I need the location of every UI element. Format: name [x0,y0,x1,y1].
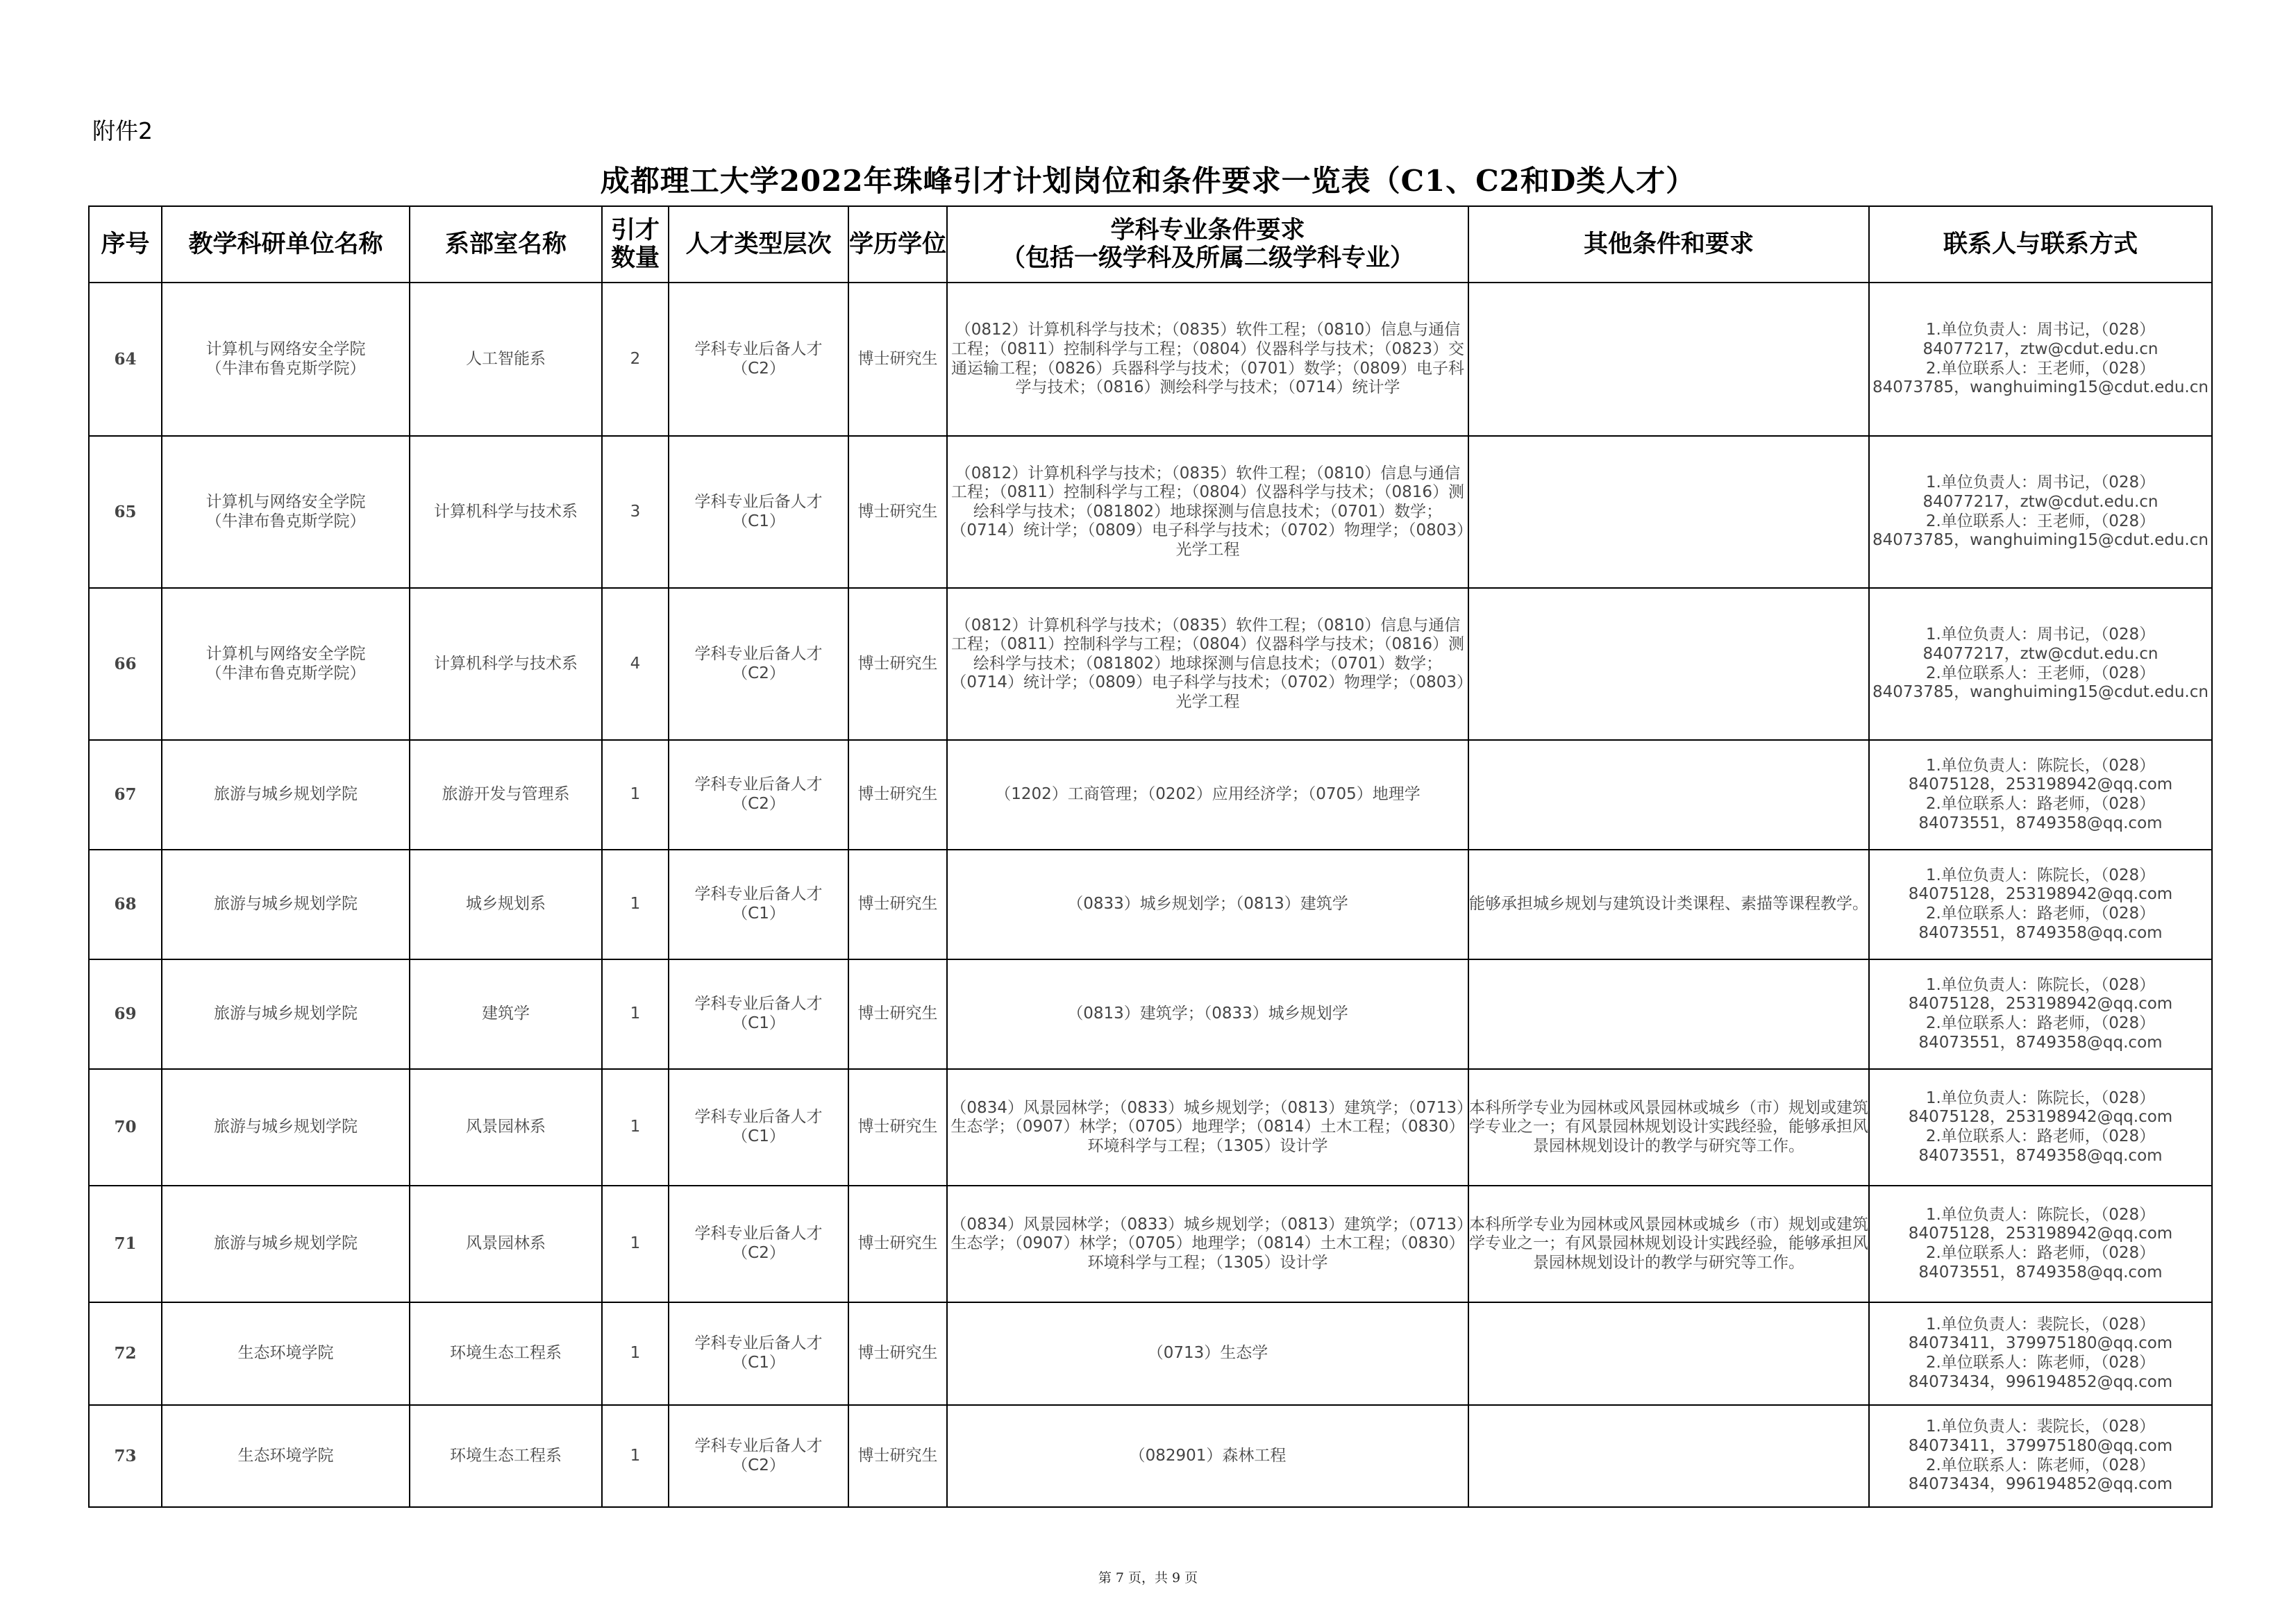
cell-dept: 城乡规划系 [410,850,602,959]
table-row [89,959,2212,1069]
contact-line: 2.单位联系人：路老师，（028） [1925,1127,2156,1145]
cell-level: 学科专业后备人才 （C1） [669,1302,848,1405]
cell-dept: 人工智能系 [410,283,602,436]
cell-count: 1 [602,740,669,850]
cell-unit: 计算机与网络安全学院 （牛津布鲁克斯学院） [162,588,410,740]
cell-seq: 73 [89,1405,162,1507]
table-row [89,436,2212,588]
cell-dept: 风景园林系 [410,1186,602,1302]
contact-line: 1.单位负责人：裴院长，（028） [1925,1418,2156,1436]
cell-unit: 旅游与城乡规划学院 [162,850,410,959]
cell-discipline: （0813）建筑学；（0833）城乡规划学 [947,959,1468,1069]
cell-unit: 生态环境学院 [162,1302,410,1405]
contact-line: 84073551，8749358@qq.com [1918,1263,2163,1281]
cell-discipline: （1202）工商管理；（0202）应用经济学；（0705）地理学 [947,740,1468,850]
cell-dept: 计算机科学与技术系 [410,436,602,588]
header-degree: 学历学位 [848,206,947,283]
contact-line: 1.单位负责人：陈院长，（028） [1925,1088,2156,1107]
cell-seq: 68 [89,850,162,959]
contact-line: 84077217，ztw@cdut.edu.cn [1922,644,2159,663]
cell-count: 1 [602,1186,669,1302]
cell-degree: 博士研究生 [848,588,947,740]
contact-line: 84073434，996194852@qq.com [1908,1475,2173,1494]
contact-line: 1.单位负责人：裴院长，（028） [1925,1315,2156,1334]
cell-count: 4 [602,588,669,740]
cell-discipline: （0713）生态学 [947,1302,1468,1405]
cell-seq: 69 [89,959,162,1069]
cell-level: 学科专业后备人才 （C2） [669,740,848,850]
cell-unit: 旅游与城乡规划学院 [162,959,410,1069]
table-row [89,850,2212,959]
cell-degree: 博士研究生 [848,436,947,588]
cell-other [1468,436,1869,588]
contact-line: 1.单位负责人：陈院长，（028） [1925,1205,2156,1224]
cell-other [1468,588,1869,740]
cell-level: 学科专业后备人才 （C1） [669,850,848,959]
document-title: 成都理工大学2022年珠峰引才计划岗位和条件要求一览表（C1、C2和D类人才） [600,164,1696,198]
table-row [89,1405,2212,1507]
cell-other [1468,959,1869,1069]
cell-unit: 计算机与网络安全学院 （牛津布鲁克斯学院） [162,283,410,436]
cell-degree: 博士研究生 [848,283,947,436]
contact-line: 84073551，8749358@qq.com [1918,1033,2163,1052]
contact-line: 84073785，wanghuiming15@cdut.edu.cn [1872,683,2209,702]
header-row [89,206,2212,283]
cell-unit: 旅游与城乡规划学院 [162,1186,410,1302]
header-other: 其他条件和要求 [1468,206,1869,283]
cell-seq: 70 [89,1069,162,1186]
header-seq: 序号 [89,206,162,283]
cell-discipline: （0833）城乡规划学；（0813）建筑学 [947,850,1468,959]
cell-dept: 建筑学 [410,959,602,1069]
cell-level: 学科专业后备人才 （C2） [669,1405,848,1507]
cell-discipline: （0812）计算机科学与技术；（0835）软件工程；（0810）信息与通信工程；（0811）控制科学与工程；（0804）仪器科学与技术；（0816）测绘科学与技术；（081802）地球探测与信息技术；（0701）数学；（0714）统计学；（0809）电子科学与技术；（0702）物理学；（0803）光学工程 [947,588,1468,740]
cell-seq: 64 [89,283,162,436]
cell-seq: 66 [89,588,162,740]
contact-line: 84073411，379975180@qq.com [1908,1334,2173,1353]
cell-dept: 风景园林系 [410,1069,602,1186]
contact-line: 2.单位联系人：路老师，（028） [1925,1014,2156,1032]
cell-dept: 环境生态工程系 [410,1405,602,1507]
cell-unit: 生态环境学院 [162,1405,410,1507]
cell-count: 1 [602,850,669,959]
cell-discipline: （082901）森林工程 [947,1405,1468,1507]
contact-line: 1.单位负责人：周书记，（028） [1925,473,2156,492]
cell-degree: 博士研究生 [848,850,947,959]
cell-degree: 博士研究生 [848,1405,947,1507]
cell-dept: 环境生态工程系 [410,1302,602,1405]
cell-contact [1869,850,2212,959]
cell-seq: 72 [89,1302,162,1405]
cell-dept: 计算机科学与技术系 [410,588,602,740]
cell-other: 本科所学专业为园林或风景园林或城乡（市）规划或建筑学专业之一；有风景园林规划设计实践经验，能够承担风景园林规划设计的教学与研究等工作。 [1468,1186,1869,1302]
cell-level: 学科专业后备人才 （C1） [669,436,848,588]
contact-line: 1.单位负责人：陈院长，（028） [1925,975,2156,994]
cell-other [1468,283,1869,436]
cell-seq: 67 [89,740,162,850]
contact-line: 84073551，8749358@qq.com [1918,1146,2163,1165]
positions-table [88,205,2213,1508]
cell-seq: 71 [89,1186,162,1302]
cell-contact [1869,588,2212,740]
cell-discipline: （0834）风景园林学；（0833）城乡规划学；（0813）建筑学；（0713）生态学；（0907）林学；（0705）地理学；（0814）土木工程；（0830）环境科学与工程；（1305）设计学 [947,1069,1468,1186]
cell-count: 3 [602,436,669,588]
cell-unit: 旅游与城乡规划学院 [162,1069,410,1186]
cell-unit: 旅游与城乡规划学院 [162,740,410,850]
contact-line: 84075128，253198942@qq.com [1908,775,2173,794]
contact-line: 84073551，8749358@qq.com [1918,923,2163,942]
contact-line: 84075128，253198942@qq.com [1908,885,2173,904]
cell-other [1468,1302,1869,1405]
cell-discipline: （0834）风景园林学；（0833）城乡规划学；（0813）建筑学；（0713）生态学；（0907）林学；（0705）地理学；（0814）土木工程；（0830）环境科学与工程；（1305）设计学 [947,1186,1468,1302]
cell-level: 学科专业后备人才 （C2） [669,1186,848,1302]
cell-degree: 博士研究生 [848,1186,947,1302]
contact-line: 84073551，8749358@qq.com [1918,814,2163,832]
header-dept: 系部室名称 [410,206,602,283]
contact-line: 84075128，253198942@qq.com [1908,995,2173,1014]
cell-other [1468,740,1869,850]
table-row [89,283,2212,436]
header-count: 引才 数量 [602,206,669,283]
cell-level: 学科专业后备人才 （C2） [669,588,848,740]
cell-contact [1869,436,2212,588]
contact-line: 84073434，996194852@qq.com [1908,1372,2173,1391]
cell-contact [1869,283,2212,436]
contact-line: 84073785，wanghuiming15@cdut.edu.cn [1872,531,2209,550]
cell-level: 学科专业后备人才 （C1） [669,959,848,1069]
contact-line: 2.单位联系人：王老师，（028） [1925,664,2156,682]
contact-line: 1.单位负责人：周书记，（028） [1925,321,2156,339]
contact-line: 2.单位联系人：王老师，（028） [1925,359,2156,378]
cell-contact [1869,1069,2212,1186]
cell-count: 1 [602,1405,669,1507]
contact-line: 1.单位负责人：陈院长，（028） [1925,756,2156,775]
contact-line: 84073785，wanghuiming15@cdut.edu.cn [1872,378,2209,397]
contact-line: 1.单位负责人：周书记，（028） [1925,625,2156,644]
contact-line: 84073411，379975180@qq.com [1908,1436,2173,1455]
table-row [89,1302,2212,1405]
cell-degree: 博士研究生 [848,1302,947,1405]
cell-dept: 旅游开发与管理系 [410,740,602,850]
table-row [89,1186,2212,1302]
table-row [89,1069,2212,1186]
contact-line: 2.单位联系人：陈老师，（028） [1925,1354,2156,1372]
cell-count: 1 [602,959,669,1069]
table-row [89,588,2212,740]
cell-degree: 博士研究生 [848,740,947,850]
cell-contact [1869,1186,2212,1302]
table-row [89,740,2212,850]
header-level: 人才类型层次 [669,206,848,283]
contact-line: 84077217，ztw@cdut.edu.cn [1922,339,2159,358]
attachment-label: 附件2 [92,117,153,144]
cell-discipline: （0812）计算机科学与技术；（0835）软件工程；（0810）信息与通信工程；（0811）控制科学与工程；（0804）仪器科学与技术；（0823）交通运输工程；（0826）兵器科学与技术；（0701）数学；（0809）电子科学与技术；（0816）测绘科学与技术；（0714）统计学 [947,283,1468,436]
contact-line: 1.单位负责人：陈院长，（028） [1925,866,2156,884]
contact-line: 2.单位联系人：路老师，（028） [1925,905,2156,923]
cell-level: 学科专业后备人才 （C2） [669,283,848,436]
header-unit: 教学科研单位名称 [162,206,410,283]
cell-contact [1869,740,2212,850]
cell-level: 学科专业后备人才 （C1） [669,1069,848,1186]
cell-count: 2 [602,283,669,436]
contact-line: 84075128，253198942@qq.com [1908,1108,2173,1127]
cell-contact [1869,1302,2212,1405]
cell-other: 能够承担城乡规划与建筑设计类课程、素描等课程教学。 [1468,850,1869,959]
contact-line: 84075128，253198942@qq.com [1908,1225,2173,1243]
cell-other: 本科所学专业为园林或风景园林或城乡（市）规划或建筑学专业之一；有风景园林规划设计实践经验，能够承担风景园林规划设计的教学与研究等工作。 [1468,1069,1869,1186]
cell-count: 1 [602,1302,669,1405]
contact-line: 2.单位联系人：陈老师，（028） [1925,1456,2156,1474]
contact-line: 2.单位联系人：王老师，（028） [1925,512,2156,530]
cell-unit: 计算机与网络安全学院 （牛津布鲁克斯学院） [162,436,410,588]
header-discipline: 学科专业条件要求 （包括一级学科及所属二级学科专业） [947,206,1468,283]
contact-line: 84077217，ztw@cdut.edu.cn [1922,492,2159,511]
cell-degree: 博士研究生 [848,959,947,1069]
cell-count: 1 [602,1069,669,1186]
cell-seq: 65 [89,436,162,588]
cell-contact [1869,1405,2212,1507]
cell-contact [1869,959,2212,1069]
cell-discipline: （0812）计算机科学与技术；（0835）软件工程；（0810）信息与通信工程；（0811）控制科学与工程；（0804）仪器科学与技术；（0816）测绘科学与技术；（081802）地球探测与信息技术；（0701）数学；（0714）统计学；（0809）电子科学与技术；（0702）物理学；（0803）光学工程 [947,436,1468,588]
header-contact: 联系人与联系方式 [1869,206,2212,283]
cell-degree: 博士研究生 [848,1069,947,1186]
cell-other [1468,1405,1869,1507]
contact-line: 2.单位联系人：路老师，（028） [1925,795,2156,813]
contact-line: 2.单位联系人：路老师，（028） [1925,1244,2156,1262]
page-footer: 第 7 页，共 9 页 [1098,1570,1198,1586]
